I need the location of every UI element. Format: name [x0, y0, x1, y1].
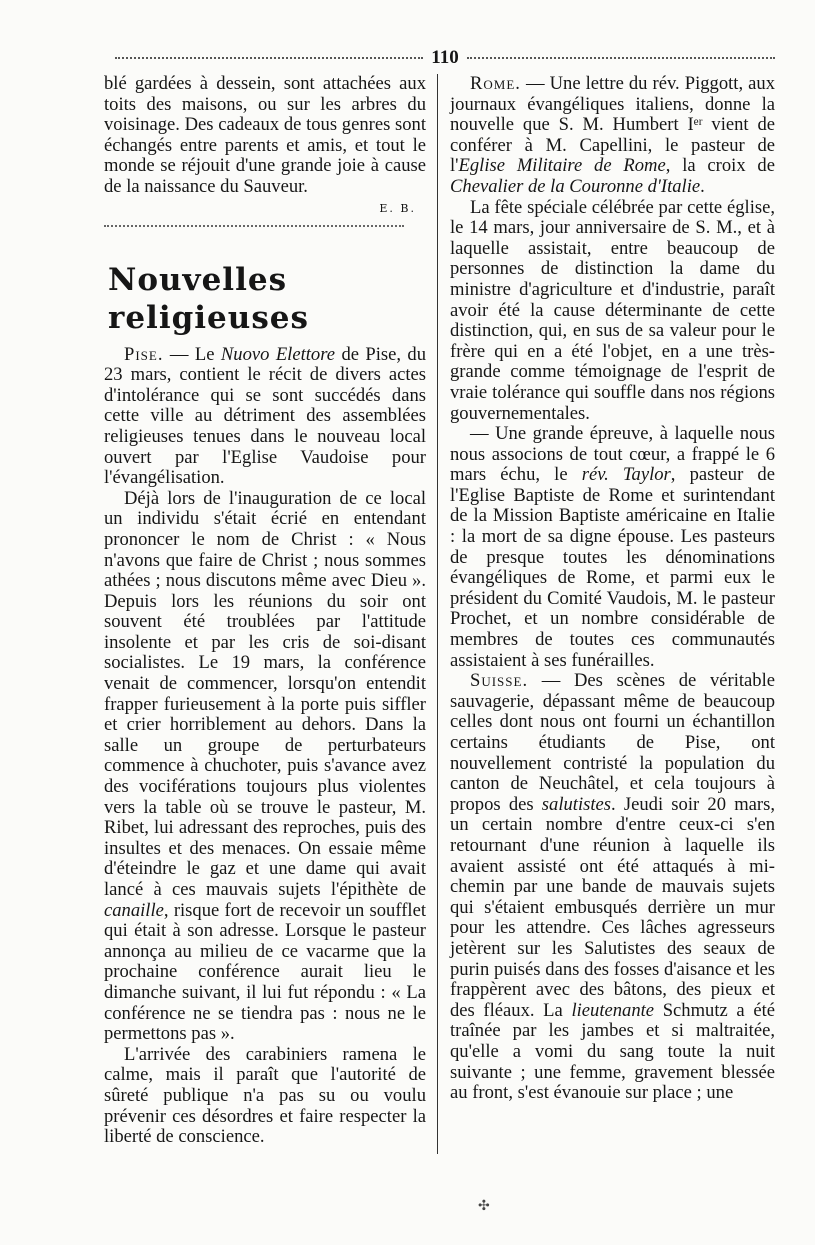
- italic-word: lieutenante: [571, 999, 655, 1021]
- rome-paragraph-1: [450, 74, 775, 198]
- page-number: 110: [431, 47, 459, 68]
- text-run: , risque fort de recevoir un soufflet qui était à son adresse. Lorsque le pasteur annonça au milieu de ce vacarme que la prochaine conférence aurait lieu le dimanche suivant, il lui fut répondu : « La conférence ne se tiendra pas : nous ne le permettons pas ».: [104, 899, 426, 1045]
- suisse-paragraph: [450, 671, 775, 1103]
- italic-word: canaille: [104, 899, 164, 921]
- italic-word: salutistes: [541, 793, 612, 815]
- newspaper-title: Nuovo Elettore: [220, 343, 336, 365]
- italic-phrase: rév. Taylor: [581, 464, 671, 486]
- place-rome: Rome.: [470, 73, 521, 94]
- text-run: — Une lettre du rév. Piggott, aux journaux évangéliques italiens, donne la nouvelle que S. M. Humbert Iᵉʳ vient de conférer à M. Capellini, le pasteur de l': [450, 73, 775, 177]
- text-run: Déjà lors de l'inauguration de ce local un individu s'était écrié en entendant prononcer le nom de Christ : « Nous n'avons que faire de Christ ; nous sommes athées ; nous discutons même avec Dieu ». Depuis lors les réunions du soir ont souvent été troublées par l'attitude insolente et par les cris de soi-disant socialistes. Le 19 mars, la conférence venait de commencer, lorsqu'on entendit frapper furieusement à la porte puis siffler et crier horriblement au dehors. Dans la salle un groupe de perturbateurs commence à chuchoter, puis s'avance avez des vociférations toujours plus violentes vers la table où se trouve le pasteur, M. Ribet, lui adressant des reproches, puis des insultes et des menaces. On essaie même d'éteindre le gaz et une dame qui avait lancé à ces mauvais sujets l'épithète de: [104, 487, 426, 900]
- italic-phrase: Chevalier de la Couronne d'Italie: [450, 175, 701, 197]
- text-run: — Des scènes de véritable sauvagerie, dépassant même de beaucoup celles dont nous ont fourni un échantillon certains étudiants de Pise, ont nouvellement contristé la population du canton de Neuchâtel, et cela toujours à propos des: [450, 670, 775, 815]
- header-rule-left: [115, 57, 423, 59]
- rome-paragraph-2: La fête spéciale célébrée par cette église, le 14 mars, jour anniversaire de S. M., et à laquelle assistait, entre beaucoup de personnes de distinction la dame du ministre d'agriculture et d'industrie, paraît avoir été la cause déterminante de cette distinction, qui, en sus de sa valeur pour le frère qui en a été l'objet, en a une très-grande comme témoignage de l'esprit de vraie tolérance qui souffle dans nos régions gouvernementales.: [450, 196, 775, 424]
- header-rule-right: [467, 57, 775, 59]
- text-run: — Une grande épreuve, à laquelle nous nous associons de tout cœur, a frappé le 6 mars échu, le: [450, 423, 775, 486]
- section-separator: [104, 225, 404, 227]
- left-column: [104, 74, 426, 1148]
- text-run: . Jeudi soir 20 mars, un certain nombre d'entre ceux-ci s'en retournant d'une réunion à laquelle ils avaient assisté ont été attaqués à mi-chemin par une bande de mauvais sujets qui s'étaient embusqués derrière un mur pour les attendre. Ces lâches agresseurs jetèrent sur les Salutistes des seaux de purin puisés dans des fosses d'aisance et les frappèrent avec des bâtons, des pieux et des fléaux. La: [450, 793, 775, 1021]
- text-run: , la croix de: [665, 155, 775, 177]
- pise-paragraph-1: [104, 345, 426, 489]
- author-signature: E. B.: [379, 201, 416, 215]
- right-column: [450, 74, 775, 1104]
- text-run: .: [700, 175, 705, 197]
- text-run: Schmutz a été traînée par les jambes et si maltraitée, qu'elle a vomi du sang toute la nuit suivante ; une femme, gravement blessée au front, s'est évanouie sur place ; une: [450, 999, 775, 1104]
- place-pise: Pise.: [124, 343, 164, 365]
- italic-phrase: Eglise Militaire de Rome: [458, 155, 666, 177]
- section-title: Nouvelles religieuses: [108, 261, 309, 336]
- rome-paragraph-3: [450, 424, 775, 671]
- text-run: de Pise, du 23 mars, contient le récit de divers actes d'intolérance qui se sont succédés dans cette ville au détriment des assemblées religieuses tenues dans le nouveau local ouvert par l'Eglise Vaudoise pour l'évangélisation.: [104, 343, 427, 489]
- text-run: , pasteur de l'Eglise Baptiste de Rome et surintendant de la Mission Baptiste américaine en Italie : la mort de sa digne épouse. Les pasteurs de presque toutes les dénominations évangéliques de Rome, et parmi eux le président du Comité Vaudois, M. le pasteur Prochet, et un nombre considérable de membres de toutes ces communautés assistaient à ses funérailles.: [450, 464, 775, 671]
- bottom-ornament: ✣: [478, 1198, 490, 1214]
- continuation-paragraph: blé gardées à dessein, sont attachées aux toits des maisons, ou sur les arbres du voisinage. Des cadeaux de tous genres sont échangés entre parents et amis, et tout le monde se réjouit d'une grande joie à cause de la naissance du Sauveur.: [104, 73, 426, 197]
- page-header: [115, 44, 775, 72]
- column-divider: [437, 74, 438, 1154]
- place-suisse: Suisse.: [470, 670, 529, 692]
- text-run: — Le: [163, 343, 221, 365]
- pise-paragraph-3: L'arrivée des carabiniers ramena le calme, mais il paraît que l'autorité de sûreté publique n'a pas su ou voulu prévenir ces désordres et faire respecter la liberté de conscience.: [104, 1043, 426, 1148]
- pise-paragraph-2: [104, 489, 426, 1045]
